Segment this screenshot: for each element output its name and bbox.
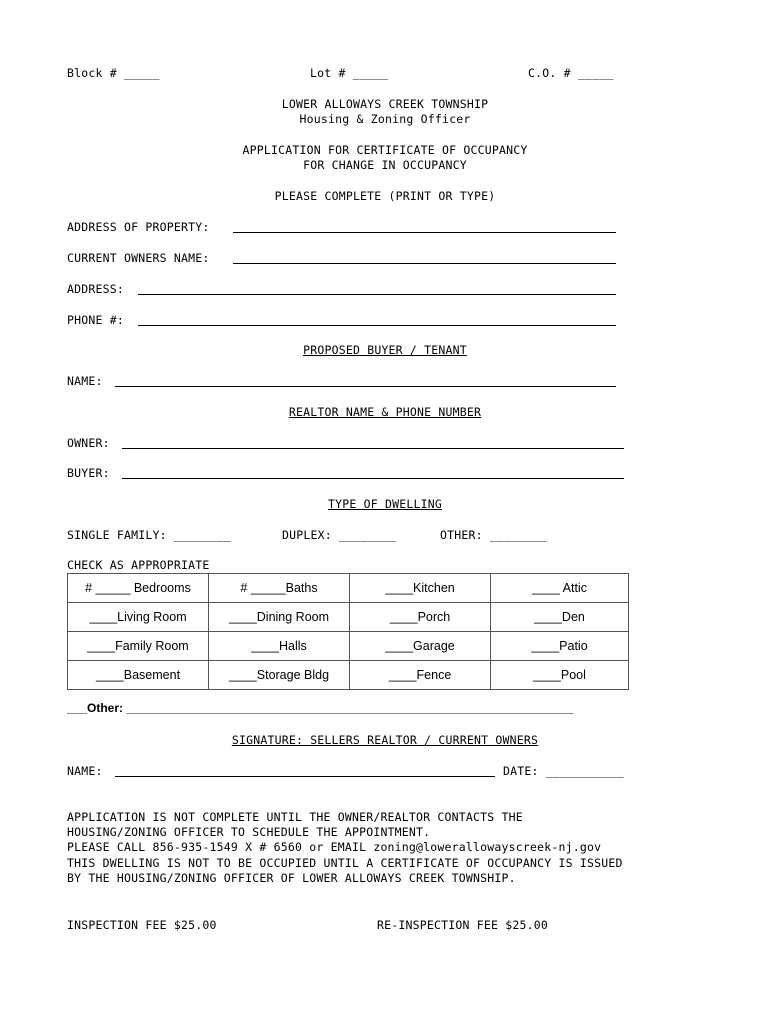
inspection-fee: INSPECTION FEE $25.00 bbox=[67, 918, 217, 932]
buyer-realtor-label: BUYER: bbox=[67, 466, 110, 480]
kitchen-cell[interactable]: ____Kitchen bbox=[350, 574, 491, 603]
buyer-name-label: NAME: bbox=[67, 374, 103, 388]
reinspection-fee: RE-INSPECTION FEE $25.00 bbox=[377, 918, 548, 932]
signature-name-input[interactable] bbox=[115, 776, 495, 777]
notice-line-3: PLEASE CALL 856-935-1549 X # 6560 or EMAIL zoning@lowerallowayscreek-nj.gov bbox=[67, 840, 602, 854]
application-title-line2: FOR CHANGE IN OCCUPANCY bbox=[303, 158, 467, 172]
notice-line-2: HOUSING/ZONING OFFICER TO SCHEDULE THE APPOINTMENT. bbox=[67, 825, 431, 839]
owner-realtor-label: OWNER: bbox=[67, 436, 110, 450]
instructions: PLEASE COMPLETE (PRINT OR TYPE) bbox=[274, 189, 496, 203]
signature-heading: SIGNATURE: SELLERS REALTOR / CURRENT OWNERS bbox=[231, 733, 539, 747]
table-row bbox=[68, 661, 629, 690]
check-heading: CHECK AS APPROPRIATE bbox=[67, 558, 210, 572]
co-number-field[interactable]: C.O. # _____ bbox=[528, 66, 614, 80]
bedrooms-cell[interactable]: # _____ Bedrooms bbox=[68, 574, 209, 603]
living-room-cell[interactable]: ____Living Room bbox=[68, 603, 209, 632]
signature-name-label: NAME: bbox=[67, 764, 103, 778]
notice-line-5: BY THE HOUSING/ZONING OFFICER OF LOWER ALLOWAYS CREEK TOWNSHIP. bbox=[67, 871, 516, 885]
application-title-line1: APPLICATION FOR CERTIFICATE OF OCCUPANCY bbox=[242, 143, 528, 157]
address-of-property-input[interactable] bbox=[233, 232, 616, 233]
storage-bldg-cell[interactable]: ____Storage Bldg bbox=[209, 661, 350, 690]
township-title: LOWER ALLOWAYS CREEK TOWNSHIP bbox=[281, 97, 489, 111]
fence-cell[interactable]: ____Fence bbox=[350, 661, 491, 690]
block-number-field[interactable]: Block # _____ bbox=[67, 66, 160, 80]
buyer-name-input[interactable] bbox=[115, 386, 616, 387]
dwelling-type-heading: TYPE OF DWELLING bbox=[328, 497, 442, 511]
phone-label: PHONE #: bbox=[67, 313, 124, 327]
halls-cell[interactable]: ____Halls bbox=[209, 632, 350, 661]
table-row bbox=[68, 603, 629, 632]
address-of-property-label: ADDRESS OF PROPERTY: bbox=[67, 220, 210, 234]
duplex-field[interactable]: DUPLEX: ________ bbox=[282, 528, 396, 542]
current-owners-name-label: CURRENT OWNERS NAME: bbox=[67, 251, 210, 265]
date-field[interactable]: DATE: ___________ bbox=[503, 764, 625, 778]
buyer-realtor-input[interactable] bbox=[122, 478, 624, 479]
realtor-heading: REALTOR NAME & PHONE NUMBER bbox=[288, 405, 482, 419]
table-row bbox=[68, 632, 629, 661]
proposed-buyer-heading: PROPOSED BUYER / TENANT bbox=[303, 343, 467, 357]
office-title: Housing & Zoning Officer bbox=[299, 112, 471, 126]
lot-number-field[interactable]: Lot # _____ bbox=[310, 66, 389, 80]
single-family-field[interactable]: SINGLE FAMILY: ________ bbox=[67, 528, 231, 542]
address-label: ADDRESS: bbox=[67, 282, 124, 296]
attic-cell[interactable]: ____ Attic bbox=[491, 574, 629, 603]
phone-input[interactable] bbox=[138, 325, 616, 326]
address-input[interactable] bbox=[138, 294, 616, 295]
porch-cell[interactable]: ____Porch bbox=[350, 603, 491, 632]
family-room-cell[interactable]: ____Family Room bbox=[68, 632, 209, 661]
notice-line-4: THIS DWELLING IS NOT TO BE OCCUPIED UNTIL A CERTIFICATE OF OCCUPANCY IS ISSUED bbox=[67, 856, 623, 870]
other-dwelling-field[interactable]: OTHER: ________ bbox=[440, 528, 547, 542]
notice-line-1: APPLICATION IS NOT COMPLETE UNTIL THE OWNER/REALTOR CONTACTS THE bbox=[67, 810, 523, 824]
basement-cell[interactable]: ____Basement bbox=[68, 661, 209, 690]
other-line[interactable]: ___Other: ___________________________________________________________________ bbox=[67, 701, 574, 715]
owner-realtor-input[interactable] bbox=[122, 448, 624, 449]
checklist-table bbox=[67, 573, 629, 690]
pool-cell[interactable]: ____Pool bbox=[491, 661, 629, 690]
dining-room-cell[interactable]: ____Dining Room bbox=[209, 603, 350, 632]
table-row bbox=[68, 574, 629, 603]
patio-cell[interactable]: ____Patio bbox=[491, 632, 629, 661]
den-cell[interactable]: ____Den bbox=[491, 603, 629, 632]
garage-cell[interactable]: ____Garage bbox=[350, 632, 491, 661]
baths-cell[interactable]: # _____Baths bbox=[209, 574, 350, 603]
current-owners-name-input[interactable] bbox=[233, 263, 616, 264]
